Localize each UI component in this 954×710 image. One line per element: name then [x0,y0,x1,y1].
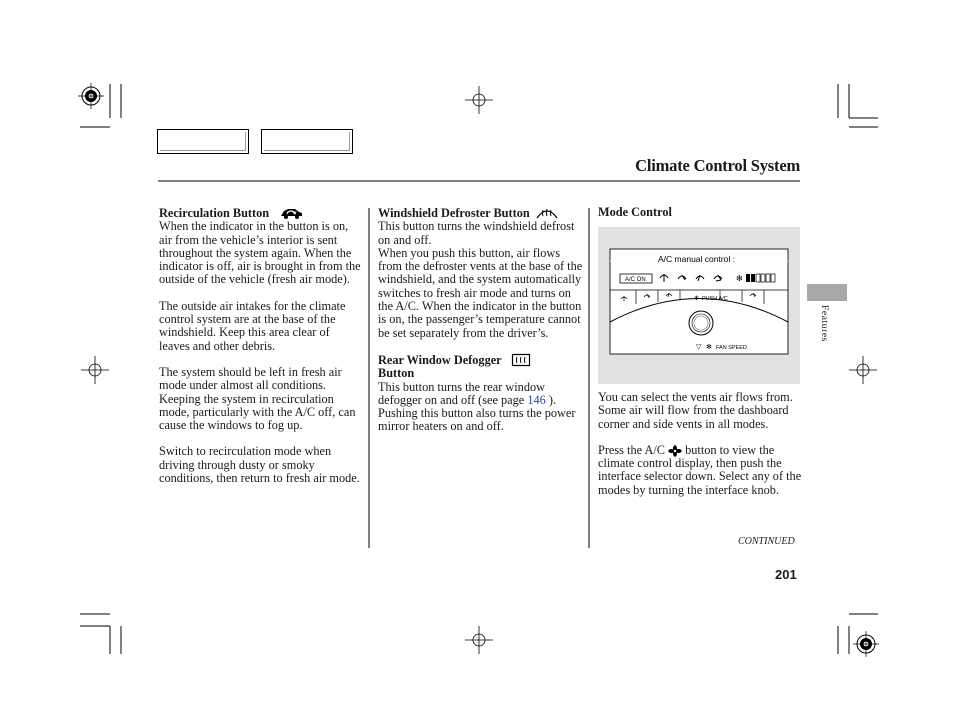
page-number: 201 [775,567,797,582]
rear-defogger-icon [511,353,531,367]
mode-control-paragraph-1: You can select the vents air flows from. Some air will flow from the dashboard corner and side vents in all modes. [598,390,793,431]
defroster-icon [536,206,558,220]
continued-note: CONTINUED [738,536,795,547]
fan-speed-label: FAN SPEED [716,345,747,351]
down-arrow-icon: ▽ [696,343,702,351]
recirculation-paragraph-1: When the indicator in the button is on, air from the vehicle’s interior is sent throughout the system again. When the indicator is off, air is brought in from the outside of the vehicle (fresh air mode). [159,219,361,287]
svg-text:✻: ✻ [694,295,700,302]
climate-display-illustration [598,227,800,384]
mode-control-heading: Mode Control [598,205,672,219]
push-ac-label: PUSH A/C [702,296,728,302]
mode-control-text [598,391,802,510]
recirculation-icon [278,206,304,220]
recirculation-heading: Recirculation Button [159,206,270,220]
crosshair-right [849,356,877,384]
column-recirculation [159,206,363,498]
rear-defogger-heading: Rear Window Defogger [378,352,502,367]
defroster-heading: Windshield Defroster Button [378,206,530,220]
rear-defogger-text-2: ). Pushing this button also turns the power mirror heaters on and off. [378,392,576,434]
registration-target-top-left [78,83,104,109]
defroster-paragraph-2: When you push this button, air flows from the defroster vents at the base of the windshield, and the system automatically switches to fresh air mode and turns on the A/C. When the indicator in the button is on, the passenger’s temperature cannot be set separately from the driver’s. [378,245,583,340]
crosshair-top [465,86,493,114]
page-title: Climate Control System [635,156,800,175]
section-label: Features [819,305,829,342]
page-146-link[interactable]: 146 [527,392,546,407]
defroster-paragraph-1: This button turns the windshield defrost on and off. [378,219,575,247]
fan-small-icon: ✻ [706,343,712,351]
column-defroster [378,206,583,447]
mode-control-figure [598,227,800,384]
svg-text:✻: ✻ [736,274,743,283]
registration-target-top-right [838,84,878,127]
column-mode-control [598,206,802,219]
recirculation-paragraph-3: The system should be left in fresh air mode under almost all conditions. Keeping the system in recirculation mode, particularly with the A/C off, can cause the windows to fog up. [159,364,356,433]
interface-knob[interactable] [689,311,713,335]
recirculation-paragraph-4: Switch to recirculation mode when driving through dusty or smoky conditions, then return to fresh air mode. [159,444,360,486]
section-tab [807,284,847,301]
nav-tab-index[interactable] [261,129,353,154]
mode-control-paragraph-2 [598,444,802,497]
crop-mark-bottom-left [80,614,121,654]
registration-target-bottom-right [838,614,879,657]
screen-title: A/C manual control : [658,254,736,264]
ac-on-label: A/C ON [625,277,646,283]
nav-tab-contents[interactable] [157,129,249,154]
recirculation-paragraph-2: The outside air intakes for the climate control system are at the base of the windshield. Keep this area clear of leaves and other debris. [159,298,346,353]
mode-control-text-2: button to view the climate control display, then push the interface selector down. Select any of the modes by turning the interface knob. [598,442,802,497]
rear-defogger-text-1: This button turns the rear window defogger on and off (see page [378,379,546,407]
fan-icon [668,445,682,457]
crosshair-bottom [465,626,493,654]
mode-control-text-1: Press the A/C [598,442,669,457]
rear-defogger-heading-2: Button [378,366,415,381]
rear-defogger-paragraph [378,381,583,434]
crosshair-left [81,356,109,384]
